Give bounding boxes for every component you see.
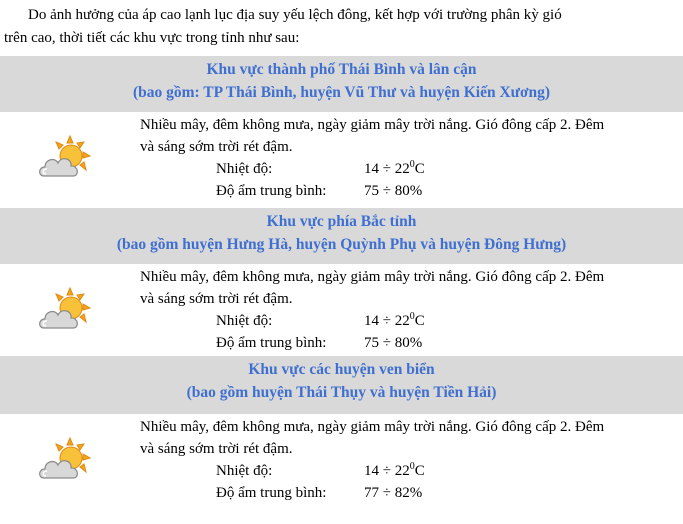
partly-cloudy-sun-icon: [36, 436, 92, 484]
forecast-line-2: và sáng sớm trời rét đậm.: [140, 441, 293, 457]
temperature-value: $14 \div 22^0C$: [364, 159, 425, 177]
humidity-label: Độ ẩm trung bình:: [216, 183, 327, 199]
region-section-thai-binh-city: [0, 56, 683, 204]
region-subtitle: (bao gồm: TP Thái Bình, huyện Vũ Thư và huyện Kiến Xương): [132, 84, 551, 101]
temperature-label: Nhiệt độ:: [216, 161, 273, 177]
temperature-row: [140, 460, 680, 482]
humidity-row: [140, 482, 680, 504]
intro-line-2: trên cao, thời tiết các khu vực trong tỉnh như sau:: [4, 30, 300, 46]
region-header: [0, 56, 683, 112]
region-title: Khu vực các huyện ven biển: [248, 361, 435, 378]
intro-line-1: Do ảnh hưởng của áp cao lạnh lục địa suy yếu lệch đông, kết hợp với trường phân kỳ gió: [28, 7, 562, 23]
temperature-value: $14 \div 22^0C$: [364, 461, 425, 479]
region-subtitle: (bao gồm huyện Thái Thụy và huyện Tiền Hải): [186, 384, 497, 401]
humidity-value: 75 ÷ 80%: [364, 335, 423, 351]
region-title: Khu vực thành phố Thái Bình và lân cận: [206, 61, 477, 78]
humidity-label: Độ ẩm trung bình:: [216, 485, 327, 501]
forecast-line-1: Nhiều mây, đêm không mưa, ngày giảm mây trời nắng. Gió đông cấp 2. Đêm: [140, 117, 605, 133]
forecast-line-2: và sáng sớm trời rét đậm.: [140, 291, 293, 307]
temperature-label: Nhiệt độ:: [216, 313, 273, 329]
partly-cloudy-sun-icon: [36, 134, 92, 182]
region-forecast-body: [0, 112, 683, 204]
humidity-row: [140, 332, 680, 354]
region-section-coastal: [0, 356, 683, 506]
forecast-text: [140, 416, 680, 504]
temperature-row: [140, 310, 680, 332]
forecast-line-1: Nhiều mây, đêm không mưa, ngày giảm mây trời nắng. Gió đông cấp 2. Đêm: [140, 269, 605, 285]
intro-paragraph: [0, 4, 683, 50]
humidity-label: Độ ẩm trung bình:: [216, 335, 327, 351]
temperature-label: Nhiệt độ:: [216, 463, 273, 479]
humidity-value: 75 ÷ 80%: [364, 183, 423, 199]
humidity-value: 77 ÷ 82%: [364, 485, 423, 501]
region-subtitle: (bao gồm huyện Hưng Hà, huyện Quỳnh Phụ và huyện Đông Hưng): [116, 236, 567, 253]
region-forecast-body: [0, 414, 683, 506]
humidity-row: [140, 180, 680, 202]
forecast-text: [140, 114, 680, 202]
region-title: Khu vực phía Bắc tỉnh: [266, 213, 417, 230]
region-header: [0, 208, 683, 264]
forecast-line-1: Nhiều mây, đêm không mưa, ngày giảm mây trời nắng. Gió đông cấp 2. Đêm: [140, 419, 605, 435]
region-header: [0, 356, 683, 414]
partly-cloudy-sun-icon: [36, 286, 92, 334]
region-section-north: [0, 208, 683, 356]
temperature-row: [140, 158, 680, 180]
temperature-value: $14 \div 22^0C$: [364, 311, 425, 329]
forecast-line-2: và sáng sớm trời rét đậm.: [140, 139, 293, 155]
region-forecast-body: [0, 264, 683, 356]
forecast-text: [140, 266, 680, 354]
